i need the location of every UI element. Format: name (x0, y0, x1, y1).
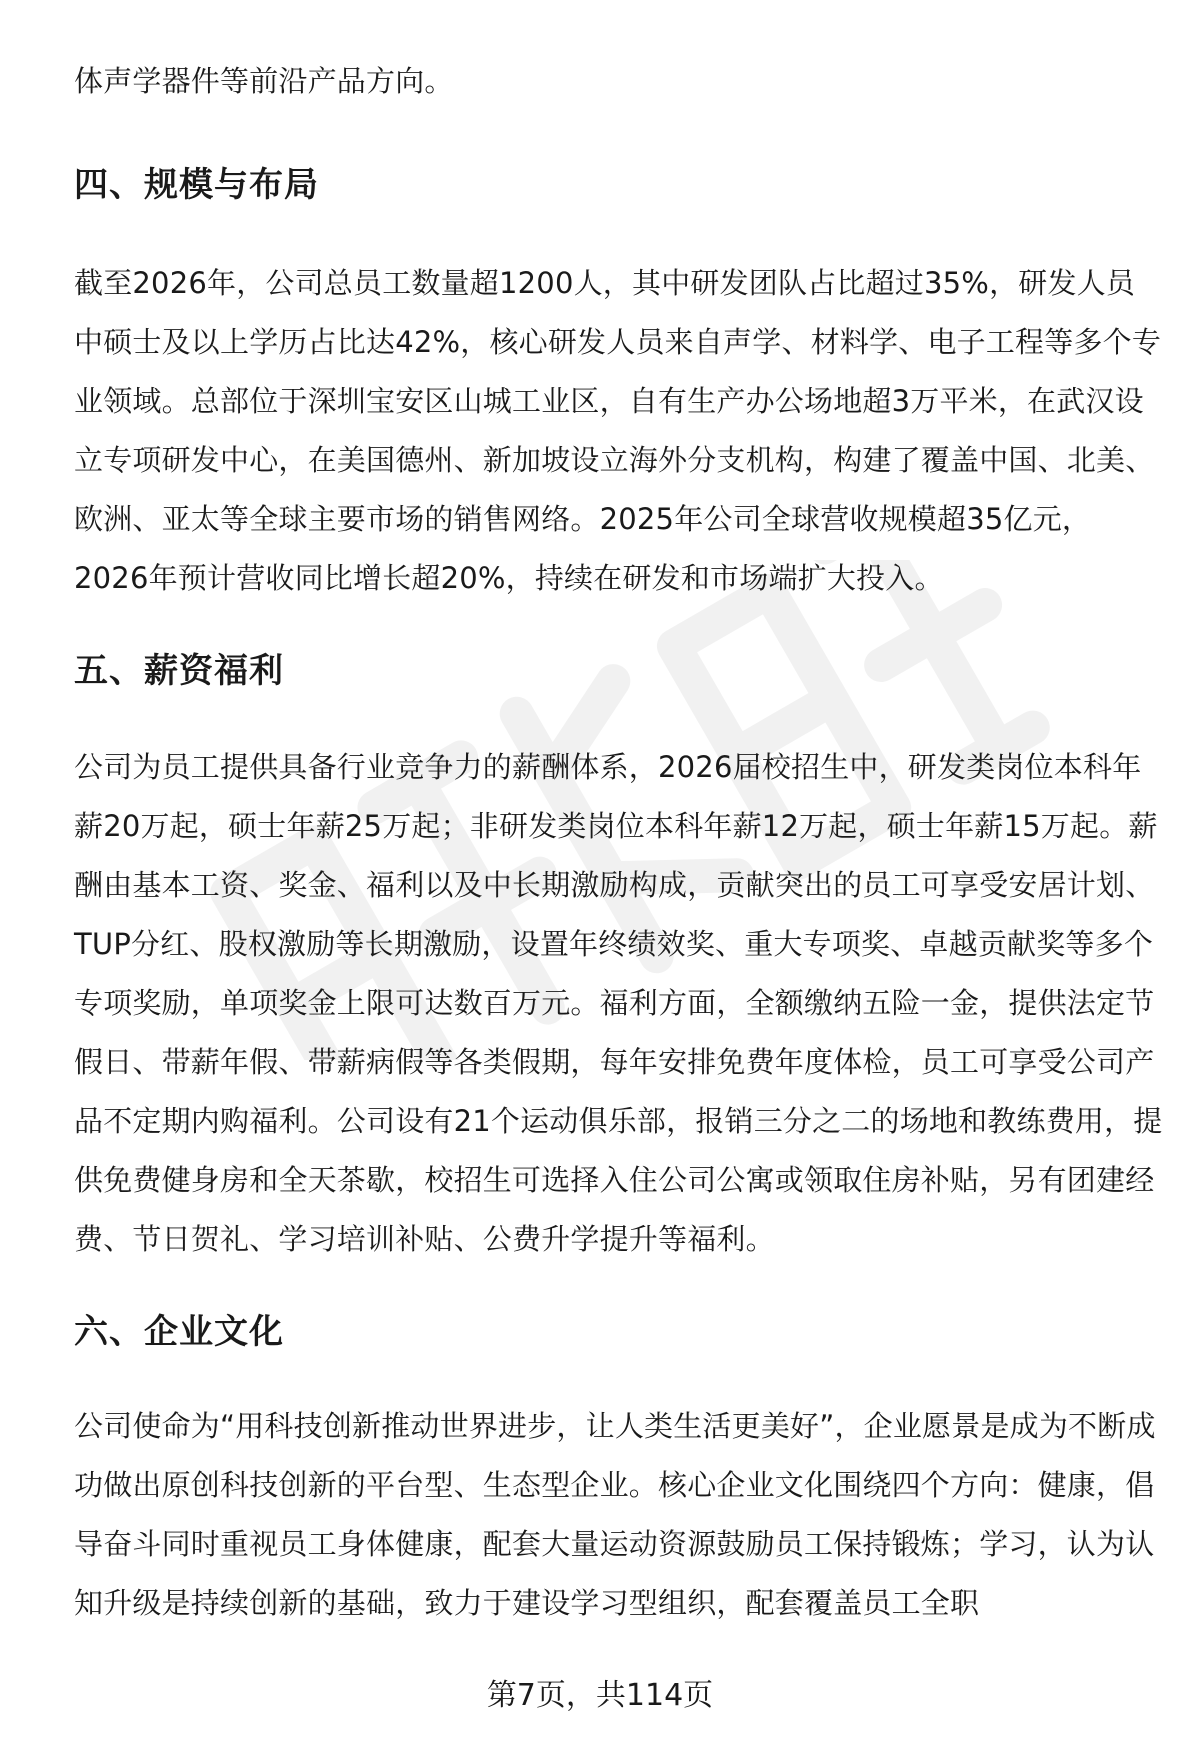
section-body-salary-benefits: 公司为员工提供具备行业竞争力的薪酬体系，2026届校招生中，研发类岗位本科年薪20万起，硕士年薪25万起；非研发类岗位本科年薪12万起，硕士年薪15万起。薪酬由基本工资、奖金、福利以及中长期激励构成，贡献突出的员工可享受安居计划、TUP分红、股权激励等长期激励，设置年终绩效奖、重大专项奖、卓越贡献奖等多个专项奖励，单项奖金上限可达数百万元。福利方面，全额缴纳五险一金，提供法定节假日、带薪年假、带薪病假等各类假期，每年安排免费年度体检，员工可享受公司产品不定期内购福利。公司设有21个运动俱乐部，报销三分之二的场地和教练费用，提供免费健身房和全天茶歇，校招生可选择入住公司公寓或领取住房补贴，另有团建经费、节日贺礼、学习培训补贴、公费升学提升等福利。 (74, 750, 1163, 1256)
section-heading-corporate-culture: 六、企业文化 (74, 1312, 284, 1352)
section-body-scale-layout: 截至2026年，公司总员工数量超1200人，其中研发团队占比超过35%，研发人员中硕士及以上学历占比达42%，核心研发人员来自声学、材料学、电子工程等多个专业领域。总部位于深圳宝安区山城工业区，自有生产办公场地超3万平米，在武汉设立专项研发中心，在美国德州、新加坡设立海外分支机构，构建了覆盖中国、北美、欧洲、亚太等全球主要市场的销售网络。2025年公司全球营收规模超35亿元，2026年预计营收同比增长超20%，持续在研发和市场端扩大投入。 (74, 266, 1162, 595)
page-number: 第7页，共114页 (486, 1678, 714, 1713)
section-body-corporate-culture: 公司使命为“用科技创新推动世界进步，让人类生活更美好”，企业愿景是成为不断成功做出原创科技创新的平台型、生态型企业。核心企业文化围绕四个方向：健康，倡导奋斗同时重视员工身体健康，配套大量运动资源鼓励员工保持锻炼；学习，认为认知升级是持续创新的基础，致力于建设学习型组织，配套覆盖员工全职 (74, 1409, 1156, 1620)
section-heading-scale-layout: 四、规模与布局 (74, 165, 319, 205)
document-body (74, 48, 1164, 1633)
section-heading-salary-benefits: 五、薪资福利 (74, 651, 284, 691)
intro-fragment: 体声学器件等前沿产品方向。 (74, 64, 454, 98)
